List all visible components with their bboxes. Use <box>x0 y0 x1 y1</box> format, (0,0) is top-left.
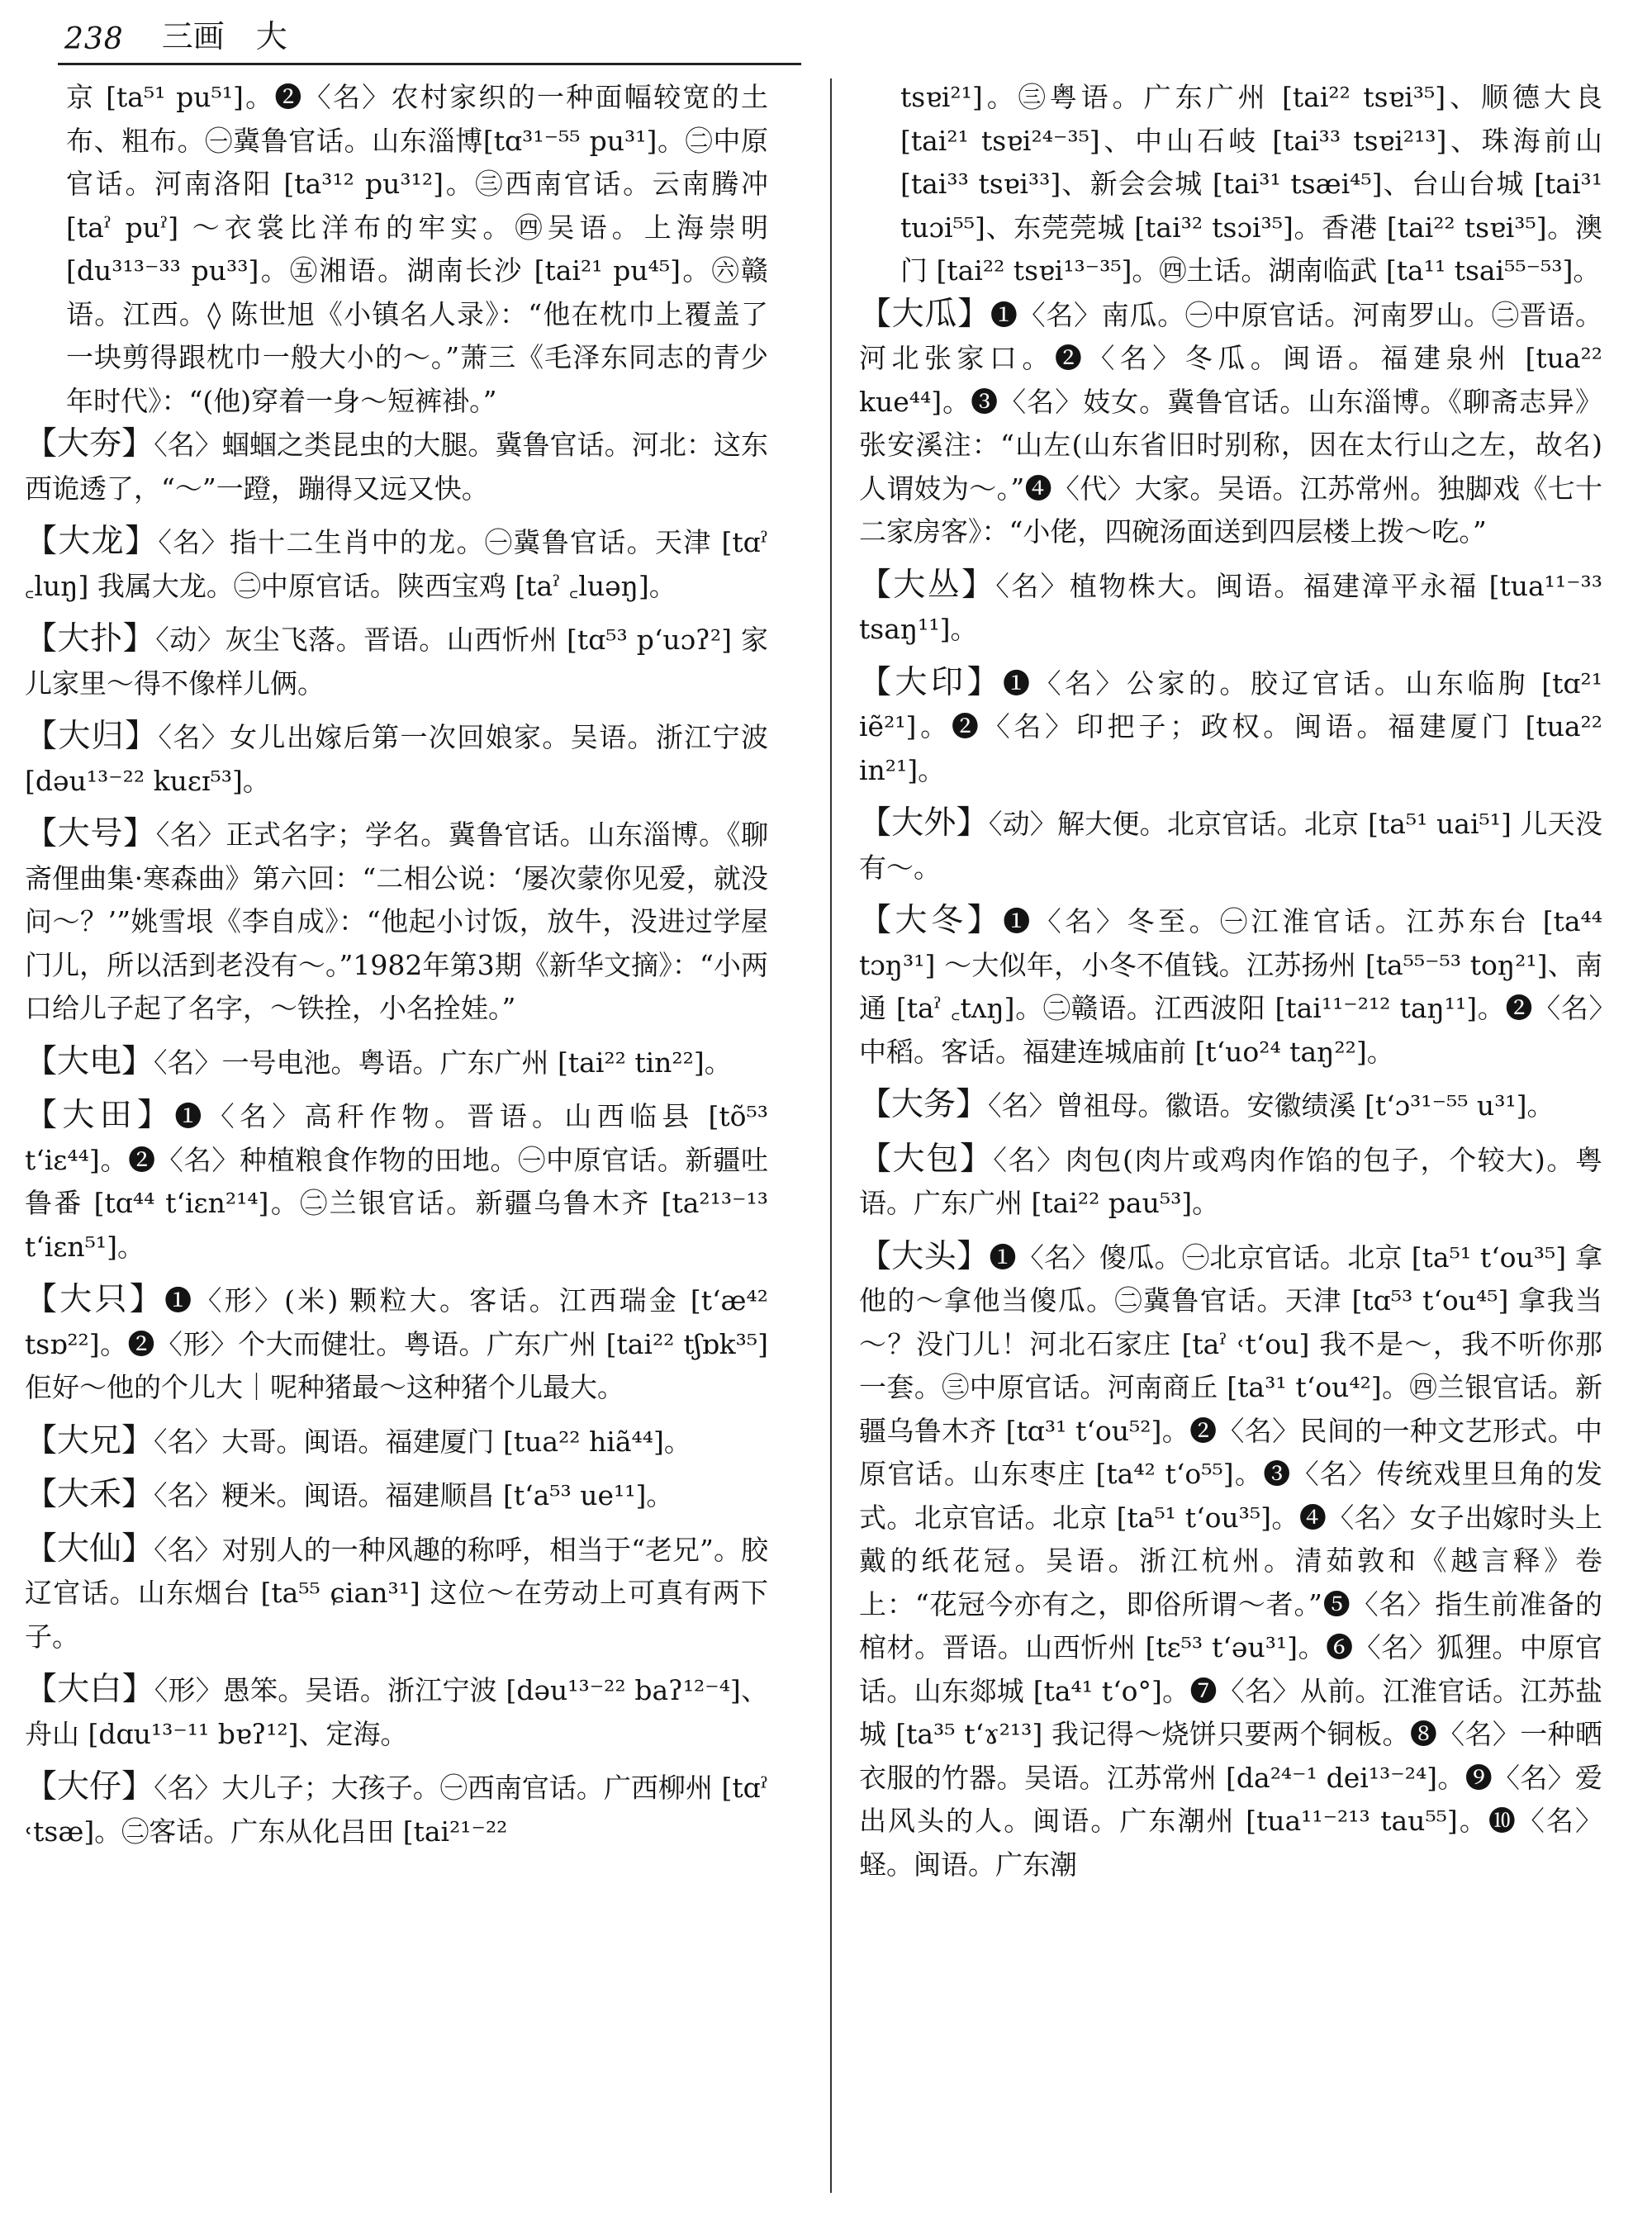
dictionary-entry <box>859 802 1602 890</box>
header-rule <box>58 63 801 65</box>
entry-headword: 【大电】 <box>25 1042 154 1080</box>
entry-text: 〈名〉正式名字；学名。冀鲁官话。山东淄博。《聊斋俚曲集·寒森曲》第六回：“二相公说：‘屡次蒙你见爱，就没问～？’”姚雪垠《李自成》：“他起小讨饭，放牛，没进过学屋门儿，所以活到老没有～。”1982年第3期《新华文摘》：“小两口给儿子起了名字，～铁拴，小名拴娃。” <box>25 818 768 1024</box>
dictionary-entry <box>859 1236 1602 1887</box>
running-title: 三画 大 <box>161 18 287 55</box>
entry-text: 〈名〉指十二生肖中的龙。㊀冀鲁官话。天津 [tɑˀ ꜀luŋ] 我属大龙。㊁中原官话。陕西宝鸡 [taˀ ꜀luəŋ]。 <box>25 526 768 602</box>
dictionary-entry <box>859 1084 1602 1128</box>
entry-headword: 【大丛】 <box>859 566 996 604</box>
entry-text: 〈名〉植物株大。闽语。福建漳平永福 [tua¹¹⁻³³ tsaŋ¹¹]。 <box>859 569 1602 645</box>
dictionary-entry <box>25 423 768 510</box>
dictionary-entry <box>25 1668 768 1756</box>
entry-headword: 【大冬】 <box>859 902 1004 939</box>
dictionary-entry <box>859 899 1602 1074</box>
entry-headword: 【大仔】 <box>25 1768 154 1805</box>
entry-headword: 【大田】 <box>25 1097 175 1134</box>
entry-text: 〈名〉一号电池。粤语。广东广州 [tai²² tin²²]。 <box>154 1046 732 1079</box>
entry-headword: 【大仙】 <box>25 1530 154 1568</box>
entry-text: 〈名〉粳米。闽语。福建顺昌 [tʻa⁵³ ue¹¹]。 <box>154 1479 674 1511</box>
entry-headword: 【大只】 <box>25 1281 165 1318</box>
continued-entry-text: tsɐi²¹]。㊂粤语。广东广州 [tai²² tsɐi³⁵]、顺德大良 [tai²¹ tsɐi²⁴⁻³⁵]、中山石岐 [tai³³ tsɐi²¹³]、珠海前山 [tai³³ tsɐi³³]、新会会城 [tai³¹ tsæi⁴⁵]、台山台城 [tai³¹ tuɔi⁵⁵]、东莞莞城 [tai³² tsɔi³⁵]。香港 [tai²² tsɐi³⁵]。澳门 [tai²² tsɐi¹³⁻³⁵]。㊃土话。湖南临武 [ta¹¹ tsai⁵⁵⁻⁵³]。 <box>900 81 1602 287</box>
entry-headword: 【大夯】 <box>25 425 154 463</box>
dictionary-entry <box>859 662 1602 793</box>
entry-text: 〈形〉愚笨。吴语。浙江宁波 [dəu¹³⁻²² baʔ¹²⁻⁴]、舟山 [dɑu¹³⁻¹¹ bɐʔ¹²]、定海。 <box>25 1674 768 1750</box>
entry-text: 〈名〉肉包(肉片或鸡肉作馅的包子，个较大)。粤语。广东广州 [tai²² pau⁵³]。 <box>859 1143 1602 1219</box>
page-header <box>64 15 1601 56</box>
entry-text: 〈名〉对别人的一种风趣的称呼，相当于“老兄”。胶辽官话。山东烟台 [ta⁵⁵ ɕian³¹] 这位～在劳动上可真有两下子。 <box>25 1533 768 1653</box>
entry-headword: 【大兄】 <box>25 1421 154 1459</box>
dictionary-entry <box>25 1473 768 1518</box>
entry-text: 〈名〉曾祖母。徽语。安徽绩溪 [tʻɔ³¹⁻⁵⁵ u³¹]。 <box>988 1089 1555 1122</box>
entry-headword: 【大头】 <box>859 1237 990 1275</box>
dictionary-entry <box>25 1766 768 1853</box>
dictionary-entry <box>25 618 768 705</box>
left-column <box>25 76 768 2219</box>
entry-headword: 【大龙】 <box>25 523 159 560</box>
entry-headword: 【大白】 <box>25 1671 154 1708</box>
entry-headword: 【大务】 <box>859 1086 989 1123</box>
right-column <box>859 76 1602 2219</box>
entry-text: 〈名〉女儿出嫁后第一次回娘家。吴语。浙江宁波 [dəu¹³⁻²² kuɛɪ⁵³]。 <box>25 721 768 797</box>
dictionary-entry <box>25 1420 768 1464</box>
entry-headword: 【大外】 <box>859 804 989 842</box>
dictionary-entry <box>25 1279 768 1410</box>
entry-text: ❶〈名〉冬至。㊀江淮官话。江苏东台 [ta⁴⁴ tɔŋ³¹] ～大似年，小冬不值钱。江苏扬州 [ta⁵⁵⁻⁵³ toŋ²¹]、南通 [taˀ ꜀tʌŋ]。㊁赣语。江西波阳 [tai¹¹⁻²¹² taŋ¹¹]。❷〈名〉中稻。客话。福建连城庙前 [tʻuo²⁴ taŋ²²]。 <box>859 905 1602 1068</box>
entry-text: 〈名〉蝈蝈之类昆虫的大腿。冀鲁官话。河北：这东西诡透了，“～”一蹬，蹦得又远又快。 <box>25 429 768 505</box>
entry-headword: 【大号】 <box>25 815 156 852</box>
entry-text: 〈名〉大儿子；大孩子。㊀西南官话。广西柳州 [tɑˀ ˓tsæ]。㊁客话。广东从化吕田 [tai²¹⁻²² <box>25 1772 768 1848</box>
entry-headword: 【大禾】 <box>25 1476 154 1513</box>
dictionary-entry <box>25 1094 768 1269</box>
page-number: 238 <box>64 22 124 56</box>
entry-text: 〈动〉灰尘飞落。晋语。山西忻州 [tɑ⁵³ pʻuɔʔ²] 家儿家里～得不像样儿俩。 <box>25 624 768 700</box>
dictionary-entry <box>859 1138 1602 1226</box>
entry-text: ❶〈名〉南瓜。㊀中原官话。河南罗山。㊁晋语。河北张家口。❷〈名〉冬瓜。闽语。福建泉州 [tua²² kue⁴⁴]。❸〈名〉妓女。冀鲁官话。山东淄博。《聊斋志异》张安溪注：“山左(山东省旧时别称，因在太行山之左，故名)人谓妓为～。”❹〈代〉大家。吴语。江苏常州。独脚戏《七十二家房客》：“小佬，四碗汤面送到四层楼上拨～吃。” <box>859 298 1602 548</box>
entry-headword: 【大瓜】 <box>859 295 990 333</box>
entry-text: ❶〈形〉(米) 颗粒大。客话。江西瑞金 [tʻæ⁴² tsɒ²²]。❷〈形〉个大而健壮。粤语。广东广州 [tai²² tʃɒk³⁵] 佢好～他的个儿大｜呢种猪最～这种猪个儿最大。 <box>25 1284 768 1403</box>
dictionary-entry <box>25 1528 768 1659</box>
dictionary-entry <box>25 813 768 1031</box>
entry-text: ❶〈名〉傻瓜。㊀北京官话。北京 [ta⁵¹ tʻou³⁵] 拿他的～拿他当傻瓜。㊁冀鲁官话。天津 [tɑ⁵³ tʻou⁴⁵] 拿我当～？没门儿！河北石家庄 [taˀ ˓tʻou] 我不是～，我不听你那一套。㊂中原官话。河南商丘 [ta³¹ tʻou⁴²]。㊃兰银官话。新疆乌鲁木齐 [tɑ³¹ tʻou⁵²]。❷〈名〉民间的一种文艺形式。中原官话。山东枣庄 [ta⁴² tʻo⁵⁵]。❸〈名〉传统戏里旦角的发式。北京官话。北京 [ta⁵¹ tʻou³⁵]。❹〈名〉女子出嫁时头上戴的纸花冠。吴语。浙江杭州。清茹敦和《越言释》卷上：“花冠今亦有之，即俗所谓～者。”❺〈名〉指生前准备的棺材。晋语。山西忻州 [tɛ⁵³ tʻəu³¹]。❻〈名〉狐狸。中原官话。山东郯城 [ta⁴¹ tʻo°]。❼〈名〉从前。江淮官话。江苏盐城 [ta³⁵ tʻɤ²¹³] 我记得～烧饼只要两个铜板。❽〈名〉一种晒衣服的竹器。吴语。江苏常州 [da²⁴⁻¹ dei¹³⁻²⁴]。❾〈名〉爱出风头的人。闽语。广东潮州 [tua¹¹⁻²¹³ tau⁵⁵]。❿〈名〉蛏。闽语。广东潮 <box>859 1241 1602 1881</box>
dictionary-entry <box>859 293 1602 554</box>
entry-text: 〈名〉大哥。闽语。福建厦门 [tua²² hiã⁴⁴]。 <box>154 1425 691 1458</box>
entry-headword: 【大包】 <box>859 1140 994 1178</box>
dictionary-entry <box>25 715 768 803</box>
dictionary-entry <box>859 564 1602 652</box>
dictionary-entry <box>25 520 768 608</box>
continued-entry-text: 京 [ta⁵¹ pu⁵¹]。❷〈名〉农村家织的一种面幅较宽的土布、粗布。㊀冀鲁官话。山东淄博[tɑ³¹⁻⁵⁵ pu³¹]。㊁中原官话。河南洛阳 [ta³¹² pu³¹²]。㊂西南官话。云南腾冲 [taˀ puˀ] ～衣裳比洋布的牢实。㊃吴语。上海崇明 [du³¹³⁻³³ pu³³]。㊄湘语。湖南长沙 [tai²¹ pu⁴⁵]。㊅赣语。江西。◊ 陈世旭《小镇名人录》：“他在枕巾上覆盖了一块剪得跟枕巾一般大小的～。”萧三《毛泽东同志的青少年时代》：“(他)穿着一身～短裤褂。” <box>66 81 768 417</box>
entry-text: ❶〈名〉高秆作物。晋语。山西临县 [tõ⁵³ tʻiɛ⁴⁴]。❷〈名〉种植粮食作物的田地。㊀中原官话。新疆吐鲁番 [tɑ⁴⁴ tʻiɛn²¹⁴]。㊁兰银官话。新疆乌鲁木齐 [ta²¹³⁻¹³ tʻiɛn⁵¹]。 <box>25 1100 768 1263</box>
entry-headword: 【大扑】 <box>25 620 156 657</box>
entry-headword: 【大印】 <box>859 663 1003 701</box>
entry-headword: 【大归】 <box>25 718 159 755</box>
dictionary-entry <box>25 1041 768 1085</box>
entry-text: 〈动〉解大便。北京官话。北京 [ta⁵¹ uai⁵¹] 儿天没有～。 <box>859 808 1602 884</box>
entry-text: ❶〈名〉公家的。胶辽官话。山东临朐 [tɑ²¹ iẽ²¹]。❷〈名〉印把子；政权。闽语。福建厦门 [tua²² in²¹]。 <box>859 667 1602 786</box>
column-divider <box>830 78 832 2193</box>
